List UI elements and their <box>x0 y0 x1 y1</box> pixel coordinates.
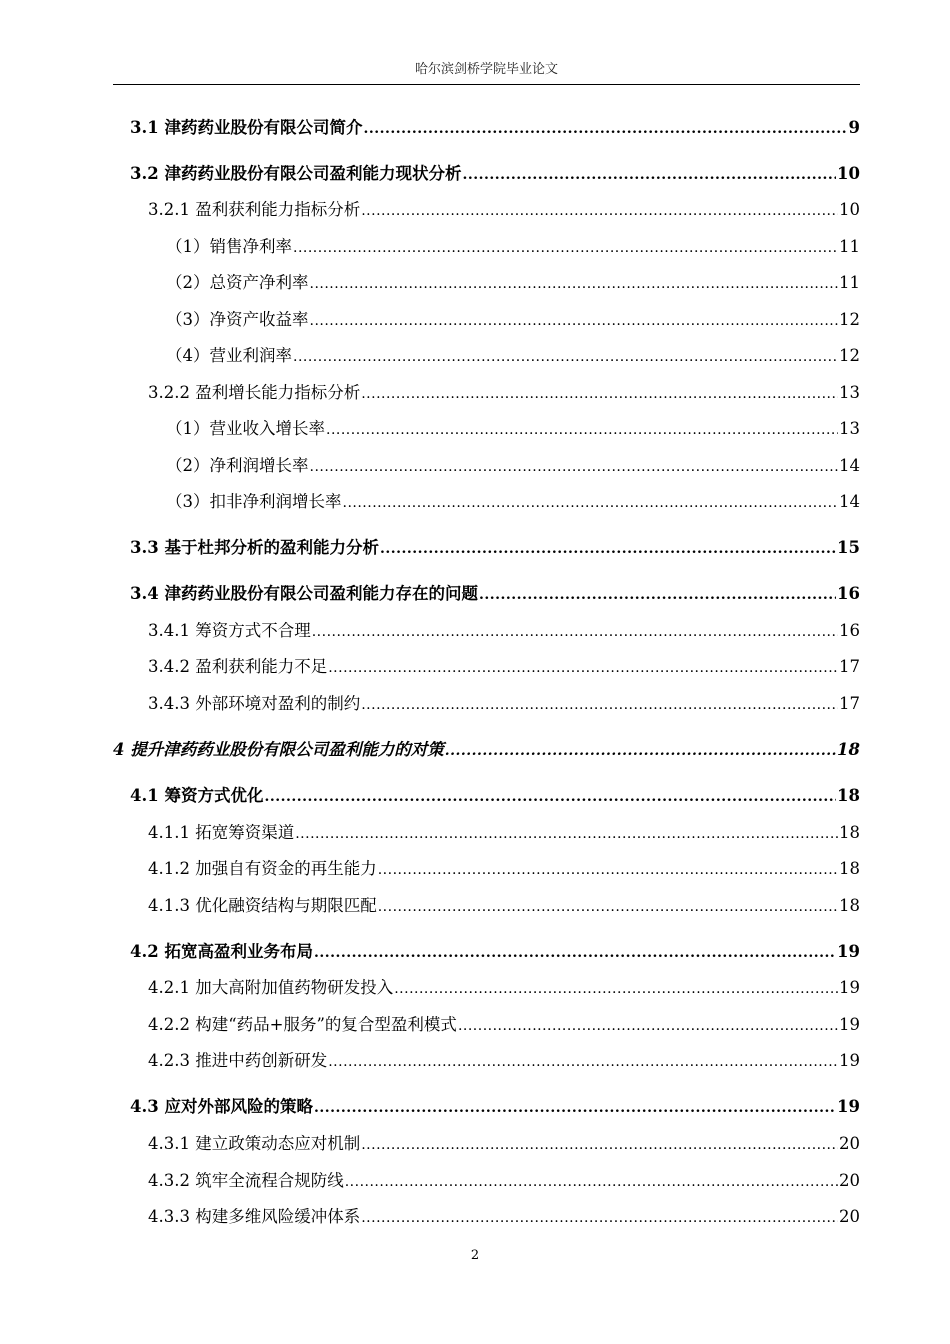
toc-leader-dots <box>310 311 839 331</box>
toc-leader-dots <box>343 493 839 513</box>
toc-entry-page: 18 <box>839 859 860 878</box>
toc-entry-page: 19 <box>839 1015 860 1034</box>
toc-leader-dots <box>445 741 836 761</box>
toc-entry-page: 15 <box>837 538 860 557</box>
toc-entry-title: 4.1.2 加强自有资金的再生能力 <box>148 859 377 878</box>
toc-entry-title: 4.3.2 筑牢全流程合规防线 <box>148 1171 344 1190</box>
toc-leader-dots <box>462 165 836 185</box>
toc-entry-title: 3.4 津药药业股份有限公司盈利能力存在的问题 <box>130 584 478 603</box>
toc-entry-page: 13 <box>839 383 860 402</box>
toc-entry-page: 18 <box>837 786 860 805</box>
toc-entry-page: 10 <box>839 200 860 219</box>
toc-entry[interactable] <box>166 310 860 331</box>
toc-entry[interactable] <box>148 621 860 642</box>
toc-entry-title: （1）营业收入增长率 <box>166 419 325 438</box>
toc-entry[interactable] <box>148 383 860 404</box>
toc-entry-page: 10 <box>837 164 860 183</box>
toc-entry-title: 3.2 津药药业股份有限公司盈利能力现状分析 <box>130 164 462 183</box>
toc-entry-page: 11 <box>839 237 860 256</box>
toc-entry-title: 4.2 拓宽高盈利业务布局 <box>130 942 313 961</box>
toc-leader-dots <box>326 420 838 440</box>
toc-entry[interactable] <box>148 859 860 880</box>
toc-leader-dots <box>295 824 838 844</box>
toc-entry-page: 14 <box>839 492 860 511</box>
header-divider <box>113 84 860 85</box>
toc-entry[interactable] <box>130 164 860 185</box>
toc-entry[interactable] <box>130 118 860 139</box>
toc-entry-title: 3.4.1 筹资方式不合理 <box>148 621 311 640</box>
toc-leader-dots <box>361 695 838 715</box>
toc-entry-title: 4.3.3 构建多维风险缓冲体系 <box>148 1207 361 1226</box>
page-header: 哈尔滨剑桥学院毕业论文 <box>414 62 558 77</box>
toc-entry-title: （2）净利润增长率 <box>166 456 309 475</box>
toc-leader-dots <box>479 585 836 605</box>
toc-entry-page: 20 <box>839 1134 860 1153</box>
toc-entry-page: 18 <box>839 896 860 915</box>
toc-entry-page: 16 <box>837 584 860 603</box>
toc-entry-title: 4.1.1 拓宽筹资渠道 <box>148 823 295 842</box>
toc-entry-title: 4.1.3 优化融资结构与期限匹配 <box>148 896 377 915</box>
toc-entry-title: 4.3 应对外部风险的策略 <box>130 1097 313 1116</box>
toc-entry[interactable] <box>130 538 860 559</box>
toc-leader-dots <box>328 1052 838 1072</box>
toc-leader-dots <box>328 658 838 678</box>
toc-entry[interactable] <box>166 456 860 477</box>
toc-leader-dots <box>394 979 838 999</box>
toc-leader-dots <box>361 384 838 404</box>
toc-leader-dots <box>293 347 838 367</box>
toc-entry-title: 3.2.1 盈利获利能力指标分析 <box>148 200 361 219</box>
toc-entry[interactable] <box>148 657 860 678</box>
page-number: 2 <box>470 1248 480 1263</box>
toc-entry[interactable] <box>113 740 860 761</box>
toc-entry-title: （4）营业利润率 <box>166 346 292 365</box>
toc-entry[interactable] <box>166 346 860 367</box>
toc-entry[interactable] <box>166 419 860 440</box>
toc-leader-dots <box>361 1208 838 1228</box>
toc-entry[interactable] <box>148 1051 860 1072</box>
toc-leader-dots <box>314 1098 836 1118</box>
toc-entry-title: 4.1 筹资方式优化 <box>130 786 264 805</box>
toc-entry-page: 16 <box>839 621 860 640</box>
toc-leader-dots <box>363 119 847 139</box>
toc-entry-title: 3.2.2 盈利增长能力指标分析 <box>148 383 361 402</box>
toc-entry-page: 18 <box>839 823 860 842</box>
toc-entry[interactable] <box>148 1171 860 1192</box>
toc-leader-dots <box>310 274 839 294</box>
toc-entry[interactable] <box>148 694 860 715</box>
toc-entry-title: （2）总资产净利率 <box>166 273 309 292</box>
toc-entry-page: 14 <box>839 456 860 475</box>
toc-entry[interactable] <box>130 1097 860 1118</box>
toc-entry[interactable] <box>148 1207 860 1228</box>
toc-entry[interactable] <box>130 584 860 605</box>
toc-entry-title: 3.4.3 外部环境对盈利的制约 <box>148 694 361 713</box>
toc-leader-dots <box>264 787 836 807</box>
toc-entry-page: 19 <box>839 978 860 997</box>
toc-leader-dots <box>310 457 839 477</box>
toc-entry-page: 17 <box>839 694 860 713</box>
toc-entry-page: 18 <box>837 740 860 759</box>
toc-entry[interactable] <box>166 492 860 513</box>
toc-leader-dots <box>361 201 838 221</box>
toc-entry[interactable] <box>130 942 860 963</box>
toc-entry-page: 19 <box>837 942 860 961</box>
toc-entry-page: 17 <box>839 657 860 676</box>
toc-entry-page: 12 <box>839 346 860 365</box>
toc-entry-title: 4.3.1 建立政策动态应对机制 <box>148 1134 361 1153</box>
toc-entry-title: （3）扣非净利润增长率 <box>166 492 342 511</box>
toc-entry[interactable] <box>148 823 860 844</box>
toc-leader-dots <box>380 539 836 559</box>
toc-entry[interactable] <box>148 896 860 917</box>
toc-entry-title: 3.4.2 盈利获利能力不足 <box>148 657 328 676</box>
toc-entry-title: 3.1 津药药业股份有限公司简介 <box>130 118 363 137</box>
toc-entry-title: 4.2.3 推进中药创新研发 <box>148 1051 328 1070</box>
toc-entry-page: 9 <box>848 118 860 137</box>
toc-entry-page: 20 <box>839 1207 860 1226</box>
toc-entry-title: （3）净资产收益率 <box>166 310 309 329</box>
toc-leader-dots <box>378 897 838 917</box>
toc-entry-page: 12 <box>839 310 860 329</box>
toc-leader-dots <box>293 238 838 258</box>
toc-entry-page: 13 <box>839 419 860 438</box>
toc-entry[interactable] <box>148 1134 860 1155</box>
toc-entry[interactable] <box>148 1015 860 1036</box>
toc-entry[interactable] <box>166 237 860 258</box>
toc-leader-dots <box>361 1135 838 1155</box>
toc-entry-page: 19 <box>837 1097 860 1116</box>
toc-entry-title: 3.3 基于杜邦分析的盈利能力分析 <box>130 538 379 557</box>
toc-entry[interactable] <box>148 978 860 999</box>
toc-entry-page: 11 <box>839 273 860 292</box>
toc-leader-dots <box>314 943 836 963</box>
toc-leader-dots <box>458 1016 838 1036</box>
toc-entry[interactable] <box>130 786 860 807</box>
toc-entry-title: 4 提升津药药业股份有限公司盈利能力的对策 <box>113 740 444 759</box>
toc-entry[interactable] <box>166 273 860 294</box>
toc-leader-dots <box>378 860 838 880</box>
toc-entry-title: 4.2.2 构建“药品+服务”的复合型盈利模式 <box>148 1015 457 1034</box>
toc-entry[interactable] <box>148 200 860 221</box>
toc-leader-dots <box>312 622 838 642</box>
toc-entry-title: （1）销售净利率 <box>166 237 292 256</box>
toc-entry-page: 20 <box>839 1171 860 1190</box>
toc-leader-dots <box>345 1172 838 1192</box>
toc-entry-page: 19 <box>839 1051 860 1070</box>
toc-entry-title: 4.2.1 加大高附加值药物研发投入 <box>148 978 394 997</box>
